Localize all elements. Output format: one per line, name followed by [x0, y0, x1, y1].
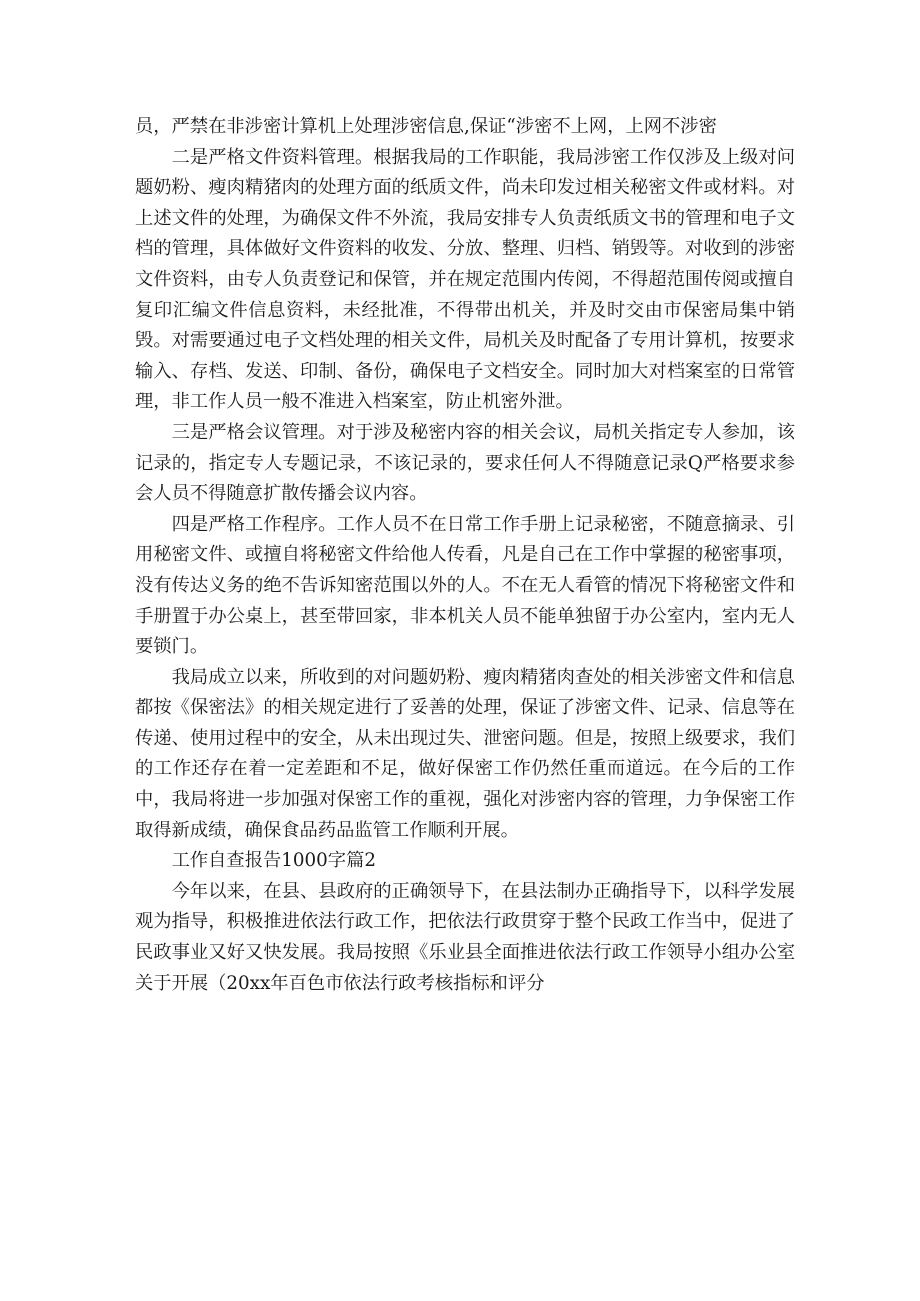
paragraph-meeting-management: 三是严格会议管理。对于涉及秘密内容的相关会议，局机关指定专人参加，该记录的，指定专人专题记录，不该记录的，要求任何人不得随意记录Q严格要求参会人员不得随意扩散传播会议内容。	[135, 421, 795, 505]
paragraph-work-procedure: 四是严格工作程序。工作人员不在日常工作手册上记录秘密，不随意摘录、引用秘密文件、或擅自将秘密文件给他人传看，凡是自己在工作中掌握的秘密事项，没有传达义务的绝不告诉知密范围以外的人。不在无人看管的情况下将秘密文件和手册置于办公桌上，甚至带回家，非本机关人员不能单独留于办公室内，室内无人要锁门。	[135, 513, 795, 658]
paragraph-file-management: 二是严格文件资料管理。根据我局的工作职能，我局涉密工作仅涉及上级对问题奶粉、瘦肉精猪肉的处理方面的纸质文件，尚未印发过相关秘密文件或材料。对上述文件的处理，为确保文件不外流，我局安排专人负责纸质文书的管理和电子文档的管理，具体做好文件资料的收发、分放、整理、归档、销毁等。对收到的涉密文件资料，由专人负责登记和保管，并在规定范围内传阅，不得超范围传阅或擅自复印汇编文件信息资料，未经批准，不得带出机关，并及时交由市保密局集中销毁。对需要通过电子文档处理的相关文件，局机关及时配备了专用计算机，按要求输入、存档、发送、印制、备份，确保电子文档安全。同时加大对档案室的日常管理，非工作人员一般不准进入档案室，防止机密外泄。	[135, 146, 795, 413]
paragraph-section2-intro: 今年以来，在县、县政府的正确领导下，在县法制办正确指导下，以科学发展观为指导，积极推进依法行政工作，把依法行政贯穿于整个民政工作当中，促进了民政事业又好又快发展。我局按照《乐业县全面推进依法行政工作领导小组办公室关于开展（20xx年百色市依法行政考核指标和评分	[135, 880, 795, 994]
paragraph-summary: 我局成立以来，所收到的对问题奶粉、瘦肉精猪肉查处的相关涉密文件和信息都按《保密法》的相关规定进行了妥善的处理，保证了涉密文件、记录、信息等在传递、使用过程中的安全，从未出现过失、泄密问题。但是，按照上级要求，我们的工作还存在着一定差距和不足，做好保密工作仍然任重而道远。在今后的工作中，我局将进一步加强对保密工作的重视，强化对涉密内容的管理，力争保密工作取得新成绩，确保食品药品监管工作顺利开展。	[135, 666, 795, 841]
section-heading: 工作自查报告1000字篇2	[171, 850, 376, 872]
paragraph-continuation: 员，严禁在非涉密计算机上处理涉密信息,保证“涉密不上网，上网不涉密	[135, 116, 717, 137]
document-body	[135, 112, 795, 999]
